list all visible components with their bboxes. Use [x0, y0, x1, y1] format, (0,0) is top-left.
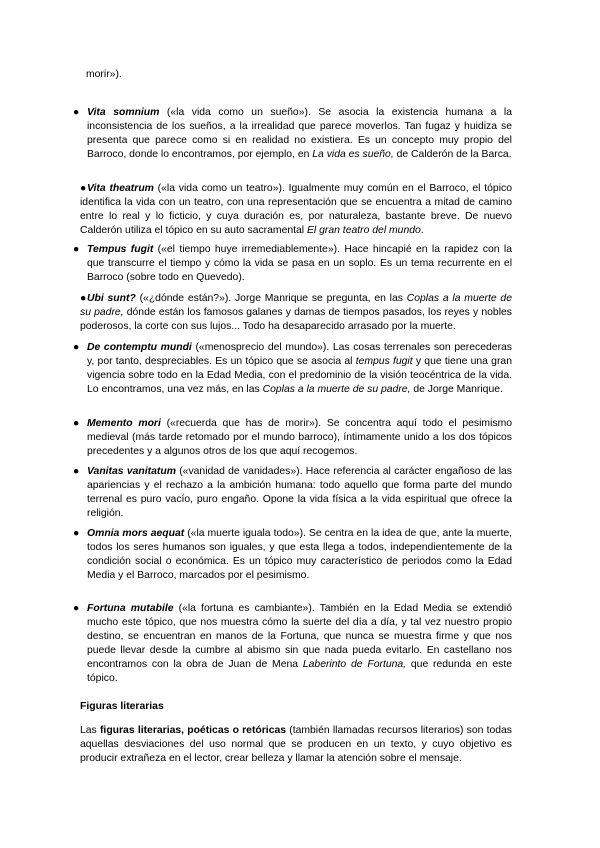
- work-title: La vida es sueño,: [312, 148, 394, 160]
- topic-text: («vanidad de vanidades»). Hace referencia al carácter engañoso de las apariencias y el rechazo a la ambición humana: todo aquello que forma parte del mundo terrenal es puro vacío, puro engaño. Opone la vida física a la vida espiritual que ofrece la religión.: [87, 466, 512, 519]
- topic-text-end: de Jorge Manrique.: [410, 383, 503, 395]
- topic-text-end: .: [420, 224, 424, 236]
- topic-text: («la fortuna es cambiante»). También en la Edad Media se extendió mucho este tópico, que nos muestra cómo la suerte del día a día, y tal vez nuestro propio destino, se encuentran en manos de la Fortuna, que nunca se muestra firme y que nos puede llevar desde la cumbre al abismo sin que nada pueda evitarlo. En castellano nos encontramos con la obra de Juan de Mena: [87, 603, 512, 670]
- topic-term: Ubi sunt?: [87, 293, 136, 304]
- topic-item-omnia-mors-aequat: [73, 527, 512, 583]
- topic-term: Memento mori: [87, 418, 161, 429]
- topic-item-memento-mori: [73, 417, 513, 459]
- topic-text: («la muerte iguala todo»). Se centra en la idea de que, ante la muerte, todos los seres humanos son iguales, y que esta llega a todos, independientemente de la condición social o económica. Es un tópico muy característico de periodos como la Edad Media y el Barroco, marcados por el pesimismo.: [87, 528, 512, 581]
- topic-text-end: dónde están los famosos galanes y damas de tiempos pasados, los reyes y nobles poderosos, la corte con sus lujos... Todo ha desaparecido arrasado por la muerte.: [80, 306, 512, 332]
- intro-bold-term: figuras literarias, poéticas o retóricas: [99, 725, 287, 736]
- bullet-icon: ●: [73, 466, 80, 477]
- bullet-icon: ●: [73, 244, 80, 255]
- topic-term: Tempus fugit: [87, 244, 154, 255]
- work-title: Laberinto de Fortuna,: [302, 658, 407, 670]
- topic-term: Vita theatrum: [87, 183, 154, 194]
- topic-text: («recuerda que has de morir»). Se concentra aquí todo el pesimismo medieval (más tarde retomado por el mundo barroco), íntimamente unido a los dos tópicos precedentes y a algunos otros de los que aquí recogemos.: [87, 418, 513, 457]
- topic-text-end: de Calderón de la Barca.: [393, 148, 512, 160]
- section-heading: Figuras literarias: [80, 701, 164, 712]
- topic-text-end: que redunda en este tópico.: [87, 658, 513, 684]
- topic-item-de-contemptu-mundi: [73, 341, 513, 397]
- work-title: tempus fugit: [355, 355, 413, 367]
- topic-text-middle: y que tiene una gran vigencia sobre todo en la Edad Media, con el predominio de la visión teocéntrica de la vida. Lo encontramos, una vez más, en las: [87, 355, 512, 395]
- intro-text-start: Las: [80, 725, 100, 736]
- continuation-text: morir»).: [86, 69, 122, 80]
- bullet-icon: ●: [73, 418, 80, 429]
- topic-term: Fortuna mutabile: [87, 603, 174, 614]
- bullet-icon: ●: [80, 183, 87, 194]
- topic-item-tempus-fugit: [73, 243, 512, 285]
- work-title: Coplas a la muerte de su padre,: [80, 293, 512, 318]
- topic-text: («el tiempo huye irremediablemente»). Hace hincapié en la rapidez con la que transcurre el tiempo y cómo la vida se pasa en un soplo. Es un tema recurrente en el Barroco (sobre todo en Quevedo).: [87, 244, 512, 283]
- bullet-icon: ●: [73, 107, 80, 118]
- bullet-icon: ●: [73, 603, 80, 614]
- intro-text-end: (también llamadas recursos literarios) son todas aquellas desviaciones del uso normal que se producen en un texto, y cuyo objetivo es producir extrañeza en el lector, crear belleza y llamar la atención sobre el mensaje.: [80, 725, 512, 764]
- topic-term: Vanitas vanitatum: [87, 466, 176, 477]
- topic-term: Omnia mors aequat: [87, 528, 185, 539]
- work-title: El gran teatro del mundo: [307, 224, 421, 236]
- topic-text: («la vida como un sueño»). Se asocia la existencia humana a la inconsistencia de los sueños, a la irrealidad que parece moverlos. Tan fugaz y huidiza se presenta que parece como si en realidad no existiera. Es un concepto muy propio del Barroco, donde lo encontramos, por ejemplo, en: [87, 107, 512, 160]
- section-intro: [80, 724, 512, 766]
- topic-item-fortuna-mutabile: [73, 602, 513, 685]
- topic-item-vita-theatrum: [80, 182, 512, 238]
- topic-term: Vita somnium: [87, 107, 160, 118]
- bullet-icon: ●: [73, 528, 80, 539]
- topic-item-ubi-sunt: [80, 292, 512, 334]
- topic-term: De contemptu mundi: [87, 342, 192, 353]
- bullet-icon: ●: [80, 293, 87, 304]
- topic-item-vanitas-vanitatum: [73, 465, 512, 521]
- topic-item-vita-somnium: [73, 106, 512, 162]
- topic-text: («¿dónde están?»). Jorge Manrique se pregunta, en las: [135, 293, 407, 304]
- bullet-icon: ●: [73, 342, 80, 353]
- work-title-2: Coplas a la muerte de su padre,: [262, 383, 411, 395]
- topic-text: («menosprecio del mundo»). Las cosas terrenales son perecederas y, por tanto, despreciables. Es un tópico que se asocia al: [87, 342, 513, 367]
- topic-text: («la vida como un teatro»). Igualmente muy común en el Barroco, el tópico identifica la vida con un teatro, con una representación que se encuentra a mitad de camino entre lo real y lo ficticio, y cuya duración es, por naturaleza, bastante breve. De nuevo Calderón utiliza el tópico en su auto sacramental: [80, 183, 512, 236]
